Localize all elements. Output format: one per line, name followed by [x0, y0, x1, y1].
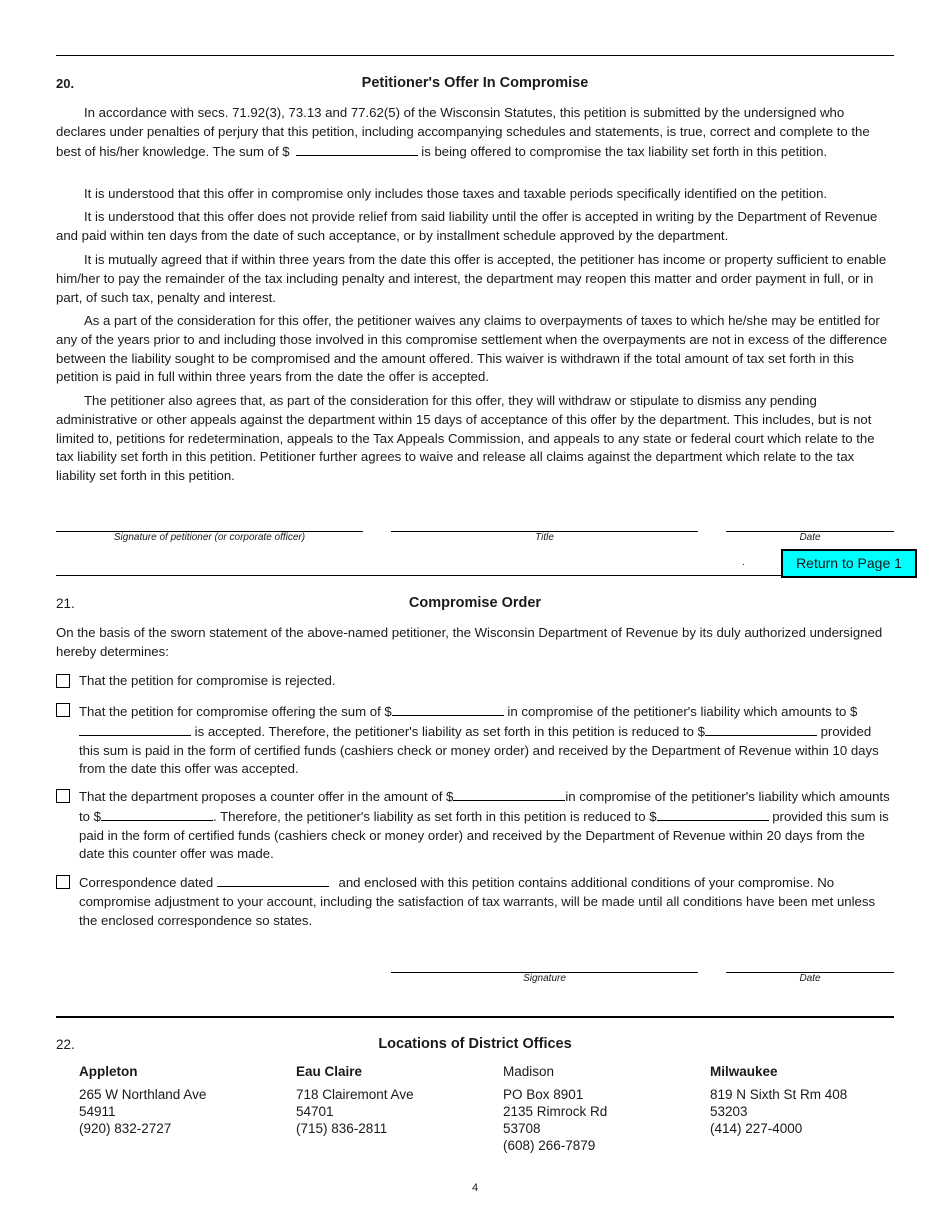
office-eau-claire: [296, 1063, 496, 1137]
section-22-number: 22.: [56, 1037, 75, 1052]
office-phone: (715) 836-2811: [296, 1121, 388, 1136]
compromise-intro: On the basis of the sworn statement of the above-named petitioner, the Wisconsin Department of Revenue by its duly authorized undersigned hereby determines:: [56, 625, 883, 659]
office-zip: 53708: [503, 1121, 541, 1136]
office-zip: 54911: [79, 1104, 116, 1119]
counter-offer-checkbox[interactable]: [56, 789, 70, 803]
reject-checkbox[interactable]: [56, 674, 70, 688]
section-21-title: Compromise Order: [408, 595, 542, 611]
return-to-page-1-button[interactable]: Return to Page 1: [781, 549, 917, 578]
small-dot: .: [742, 557, 745, 568]
offer-paragraph-3: It is understood that this offer does not provide relief from said liability until the offer is accepted in writing by the Department of Revenue and paid within ten days from the date of such acceptance, or by installment schedule approved by the department.: [56, 209, 878, 243]
section-22-title: Locations of District Offices: [378, 1036, 572, 1052]
offer-paragraph-5: As a part of the consideration for this offer, the petitioner waives any claims to overpayments of taxes to which he/she may be entitled for any of the years prior to and including those involved in this compromise settlement when the overpayments are not in excess of the difference between the liability sought to be compromised and the amount offered. This waiver is withdrawn if the total amount of tax set forth in this petition is paid in full within three years from the date the offer is accepted.: [56, 313, 888, 385]
office-milwaukee: [710, 1063, 910, 1137]
offer-paragraph-1: In accordance with secs. 71.92(3), 73.13 and 77.62(5) of the Wisconsin Statutes, this petition is submitted by the undersigned who declares under penalties of perjury that this petition, including accompanying schedules and statements, is true, correct and complete to the best of his/her knowledge. The sum of $ is being offered to compromise the tax liability set forth in this petition.: [56, 105, 870, 159]
office-address: 2135 Rimrock Rd: [503, 1104, 608, 1119]
department-date-caption: Date: [799, 973, 821, 984]
petitioner-date-caption: Date: [799, 532, 821, 543]
office-madison: [503, 1063, 703, 1154]
office-address: 265 W Northland Ave: [79, 1087, 207, 1102]
office-zip: 53203: [710, 1104, 748, 1119]
correspondence-date-field[interactable]: [217, 873, 329, 887]
section-20-number: 20.: [56, 76, 75, 91]
accept-option-text: That the petition for compromise offering the sum of $ in compromise of the petitioner's liability which amounts to $ is accepted. Therefore, the petitioner's liability as set forth in this petition is reduced to $ provided this sum is paid in the form of certified funds (cashiers check or money order) and received by the Department of Revenue within 10 days from the date this offer was accepted.: [79, 704, 879, 777]
section-20-bottom-rule: [56, 575, 781, 576]
office-city: Milwaukee: [710, 1064, 778, 1079]
office-po-box: PO Box 8901: [503, 1087, 584, 1102]
accept-offer-amount-field[interactable]: [392, 702, 504, 716]
page-number: 4: [471, 1182, 479, 1194]
section-20-title: Petitioner's Offer In Compromise: [361, 75, 589, 91]
office-city: Appleton: [79, 1064, 138, 1079]
counter-reduced-amount-field[interactable]: [657, 807, 769, 821]
office-address: 718 Clairemont Ave: [296, 1087, 414, 1102]
correspondence-option-text: Correspondence dated and enclosed with this petition contains additional conditions of your compromise. No compromise adjustment to your account, including the satisfaction of tax warrants, will be made until all conditions have been met unless the enclosed correspondence so states.: [79, 875, 876, 928]
correspondence-checkbox[interactable]: [56, 875, 70, 889]
office-phone: (414) 227-4000: [710, 1121, 803, 1136]
accept-checkbox[interactable]: [56, 703, 70, 717]
office-city: Eau Claire: [296, 1064, 363, 1079]
top-rule: [56, 55, 894, 56]
office-city: Madison: [503, 1064, 555, 1079]
office-address: 819 N Sixth St Rm 408: [710, 1087, 848, 1102]
petitioner-signature-caption: Signature of petitioner (or corporate officer): [113, 532, 306, 543]
section-21-bottom-rule: [56, 1016, 894, 1018]
office-zip: 54701: [296, 1104, 334, 1119]
accept-reduced-amount-field[interactable]: [705, 722, 817, 736]
counter-liability-amount-field[interactable]: [101, 807, 213, 821]
counter-offer-option-text: That the department proposes a counter offer in the amount of $ in compromise of the petitioner's liability which amounts to $ . Therefore, the petitioner's liability as set forth in this petition is reduced to $ provided this sum is paid in the form of certified funds (cashiers check or money order) and received by the Department of Revenue within 20 days from the date this counter offer was made.: [79, 789, 890, 862]
office-appleton: [79, 1063, 279, 1137]
offer-paragraph-6: The petitioner also agrees that, as part of the consideration for this offer, they will withdraw or stipulate to dismiss any pending administrative or other appeals against the department within 15 days of acceptance of this offer by the department. This includes, but is not limited to, petitions for redetermination, appeals to the Tax Appeals Commission, and appeals to any state or federal court which relate to the tax liability set forth in this petition. Petitioner further agrees to waive and release all claims against the department which relate to the tax liability set forth in this petition.: [56, 393, 875, 484]
offer-amount-field[interactable]: [296, 142, 418, 156]
offer-paragraph-2: It is understood that this offer in compromise only includes those taxes and taxable periods specifically identified on the petition.: [84, 186, 828, 201]
office-phone: (920) 832-2727: [79, 1121, 172, 1136]
offer-paragraph-4: It is mutually agreed that if within three years from the date this offer is accepted, the petitioner has income or property sufficient to enable him/her to pay the remainder of the tax including penalty and interest, the department may reopen this matter and order payment in full, or in part, of such tax, penalty and interest.: [56, 252, 887, 305]
section-21-number: 21.: [56, 596, 75, 611]
counter-offer-amount-field[interactable]: [453, 787, 565, 801]
accept-liability-amount-field[interactable]: [79, 722, 191, 736]
reject-option-text: That the petition for compromise is rejected.: [79, 673, 336, 688]
petitioner-title-caption: Title: [535, 532, 554, 543]
office-phone: (608) 266-7879: [503, 1138, 596, 1153]
department-signature-caption: Signature: [523, 973, 566, 984]
